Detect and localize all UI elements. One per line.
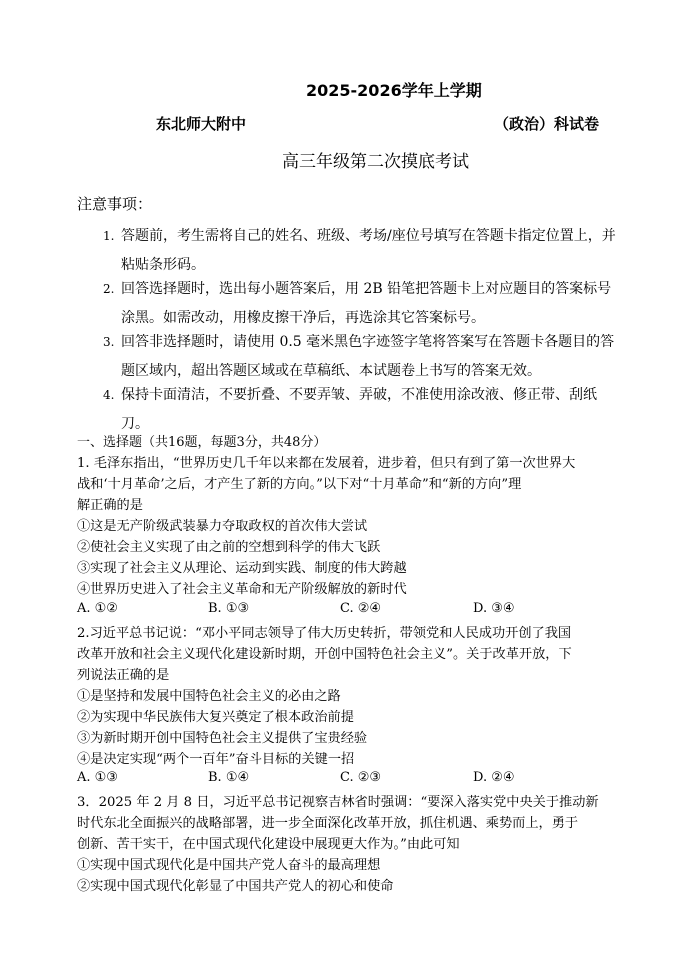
answer-option: D. ③④ [473,601,515,616]
question-line: ④世界历史进入了社会主义革命和无产阶级解放的新时代 [77,582,407,597]
question-line: ②为实现中华民族伟大复兴奠定了根本政治前提 [77,710,354,725]
question-line: 战和‘十月革命’之后，才产生了新的方向。”以下对“十月革命”和“新的方向”理 [77,477,522,492]
notice-item-number: 3. [103,335,115,349]
answer-option: D. ②④ [473,770,515,785]
answer-option: B. ①④ [208,770,250,785]
question-line: ③为新时期开创中国特色社会主义提供了宝贵经验 [77,731,368,746]
header-subject: （政治）科试卷 [494,115,600,133]
notice-item [103,328,623,386]
header-year: 2025-2026学年上学期 [306,81,482,100]
question-1 [77,453,617,600]
answer-option: C. ②④ [340,601,382,616]
notice-item-number: 4. [103,388,115,402]
question-line: 时代东北全面振兴的战略部署，进一步全面深化改革开放，抓住机遇、乘势而上，勇于 [77,816,579,831]
notice-item-line: 涂黑。如需改动，用橡皮擦干净后，再选涂其它答案标号。 [121,310,485,326]
question-line: 3．2025 年 2 月 8 日，习近平总书记视察吉林省时强调：“要深入落实党中央关于推动新 [77,795,599,810]
question-line: ①实现中国式现代化是中国共产党人奋斗的最高理想 [77,858,381,873]
notice-item-line: 回答非选择题时，请使用 0.5 毫米黑色字迹签字笔将答案写在答题卡各题目的答 [121,334,615,350]
question-line: ②实现中国式现代化彰显了中国共产党人的初心和使命 [77,879,394,894]
question-line: 改革开放和社会主义现代化建设新时期，开创中国特色社会主义”。关于改革开放，下 [77,647,572,662]
question-line: ①是坚持和发展中国特色社会主义的必由之路 [77,689,341,704]
answer-option: B. ①③ [208,601,250,616]
question-line: ③实现了社会主义从理论、运动到实践、制度的伟大跨越 [77,561,407,576]
notice-item-line: 粘贴条形码。 [121,257,205,273]
notice-item-line: 题区域内，超出答题区域或在草稿纸、本试题卷上书写的答案无效。 [121,363,541,379]
notice-item-number: 2. [103,282,115,296]
question-line: 解正确的是 [77,498,143,513]
question-line: 创新、苦干实干，在中国式现代化建设中展现更大作为。”由此可知 [77,837,460,852]
question-line: 1. 毛泽东指出，“世界历史几千年以来都在发展着，进步着，但只有到了第一次世界大 [77,456,576,471]
question-line: 2.习近平总书记说：“邓小平同志领导了伟大历史转折，带领党和人民成功开创了我国 [77,626,572,641]
answer-option: A. ①③ [77,770,118,785]
notice-item-number: 1. [103,229,115,243]
section-title: 一、选择题（共16题，每题3分，共48分） [77,435,327,450]
question-options [77,770,617,790]
notice-item-line: 答题前，考生需将自己的姓名、班级、考场/座位号填写在答题卡指定位置上，并 [121,228,616,244]
question-line: ④是决定实现“两个一百年”奋斗目标的关键一招 [77,752,355,767]
question-line: ①这是无产阶级武装暴力夺取政权的首次伟大尝试 [77,519,368,534]
question-3 [77,792,617,897]
header-exam-title: 高三年级第二次摸底考试 [282,152,469,172]
question-2 [77,623,617,770]
notice-item [103,222,623,280]
notice-title: 注意事项： [77,195,153,213]
question-options [77,601,617,621]
answer-option: C. ②③ [340,770,382,785]
question-line: 列说法正确的是 [77,668,170,683]
notice-item-line: 保持卡面清洁，不要折叠、不要弄皱、弄破，不准使用涂改液、修正带、刮纸刀。 [121,387,597,432]
header-school: 东北师大附中 [156,115,247,133]
answer-option: A. ①② [77,601,118,616]
question-line: ②使社会主义实现了由之前的空想到科学的伟大飞跃 [77,540,381,555]
notice-item-line: 回答选择题时，选出每小题答案后，用 2B 铅笔把答题卡上对应题目的答案标号 [121,281,612,297]
notice-item [103,275,623,333]
